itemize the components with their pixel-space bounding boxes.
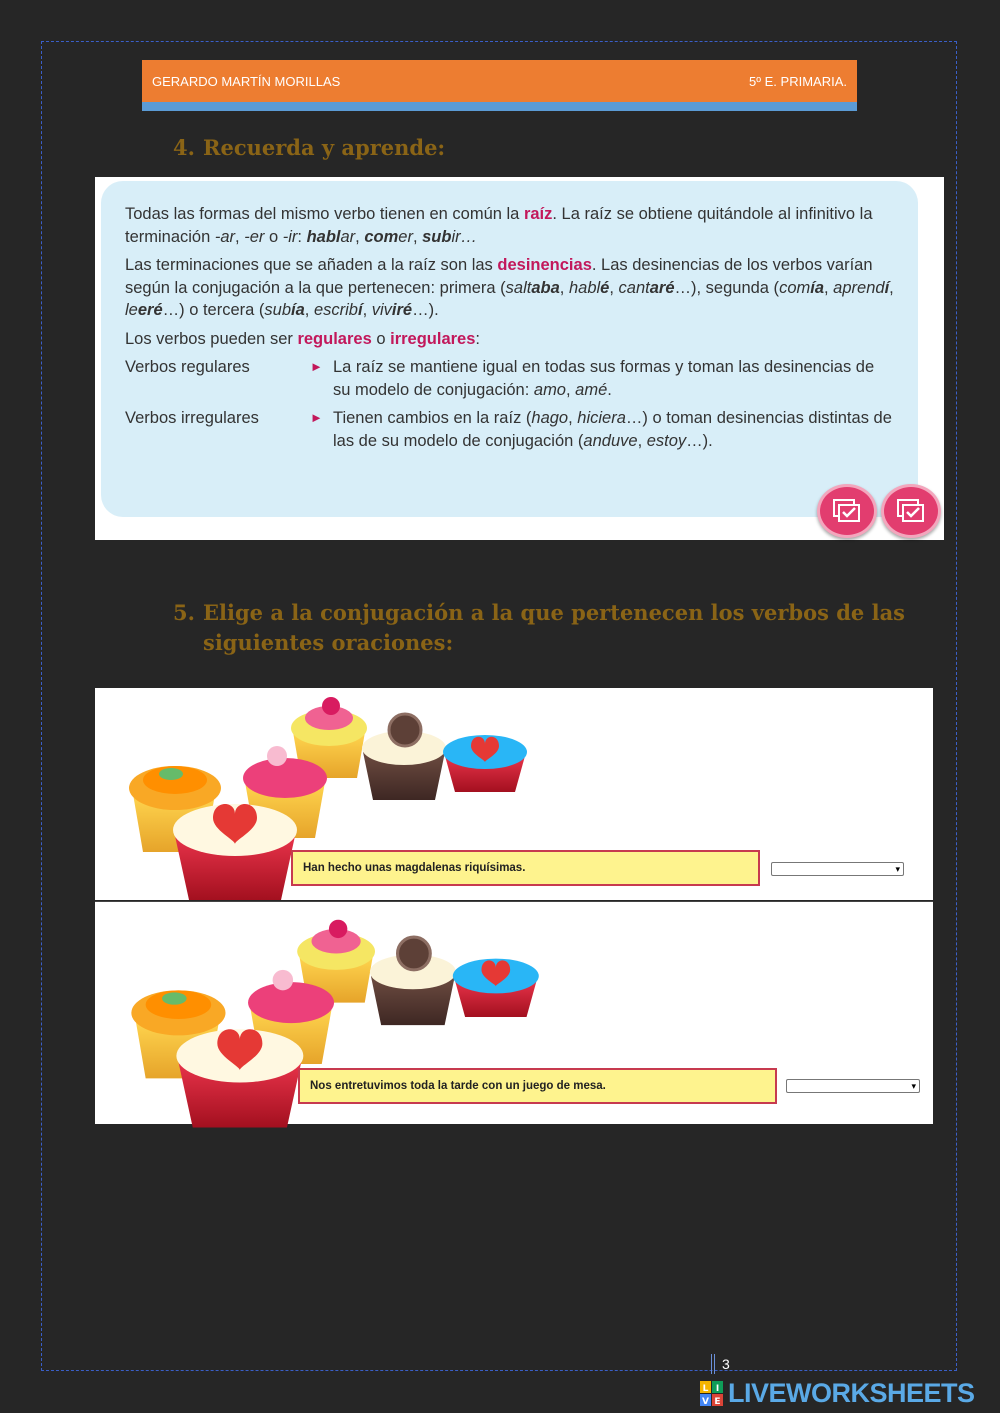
header-author: GERARDO MARTÍN MORILLAS (152, 73, 341, 89)
regular-verbs-row (125, 356, 894, 401)
check-activity-button[interactable] (817, 484, 877, 538)
regular-verbs-label: Verbos regulares (125, 358, 250, 376)
page-number-rule (711, 1354, 712, 1374)
regular-verbs-description: La raíz se mantiene igual en todas sus formas y toman las desinencias de su modelo de conjugación: amo, amé. (333, 358, 875, 399)
check-activity-button-2[interactable] (881, 484, 941, 538)
irregular-verbs-label: Verbos irregulares (125, 409, 259, 427)
section-5-number: 5. (173, 600, 195, 625)
page-header (142, 60, 857, 102)
grammar-info-box (101, 181, 918, 517)
sentence-box-2: Nos entretuvimos toda la tarde con un juego de mesa. (298, 1068, 777, 1104)
arrow-icon: ► (310, 359, 323, 374)
info-paragraph-desinencias: Las terminaciones que se añaden a la raíz son las desinencias. Las desinencias de los verbos varían según la conjugación a la que pertenecen: primera (saltaba, hablé, cantaré…), segunda (comía, aprendí, leeré…) o tercera (subía, escribí, viviré…). (125, 256, 894, 319)
section-5-line-2: siguientes oraciones: (203, 630, 454, 655)
chevron-down-icon: ▾ (895, 863, 900, 874)
conjugation-select-2[interactable] (786, 1079, 920, 1093)
brand-name: LIVEWORKSHEETS (728, 1378, 975, 1408)
logo-letter-l: L (702, 1383, 709, 1394)
conjugation-select-1[interactable] (771, 862, 904, 876)
irregular-verbs-description: Tienen cambios en la raíz (hago, hiciera…) o toman desinencias distintas de las de su modelo de conjugación (anduve, estoy…). (333, 409, 892, 450)
section-4-text: Recuerda y aprende: (203, 135, 446, 160)
header-grade: 5º E. PRIMARIA. (749, 73, 847, 89)
section-4-title (173, 133, 445, 163)
info-paragraph-raiz: Todas las formas del mismo verbo tienen en común la raíz. La raíz se obtiene quitándole al infinitivo la terminación -ar, -er o -ir: hablar, comer, subir… (125, 205, 873, 246)
liveworksheets-logo[interactable] (700, 1378, 975, 1409)
logo-letter-i: I (715, 1383, 720, 1394)
checklist-icon (896, 498, 926, 524)
info-paragraph-tipos: Los verbos pueden ser regulares o irregulares: (125, 329, 480, 348)
exercise-panel-1 (95, 688, 933, 900)
page-number-rule (714, 1354, 715, 1374)
section-5-line-1: Elige a la conjugación a la que pertenecen los verbos de las (203, 600, 905, 625)
chevron-down-icon: ▾ (911, 1080, 916, 1091)
logo-letter-e: E (714, 1396, 721, 1407)
arrow-icon: ► (310, 410, 323, 425)
exercise-panel-2 (95, 902, 933, 1124)
section-5-title (173, 598, 905, 658)
header-accent-bar (142, 102, 857, 111)
logo-letter-v: V (702, 1396, 709, 1407)
liveworksheets-logo-icon (700, 1381, 724, 1407)
sentence-box-1: Han hecho unas magdalenas riquísimas. (291, 850, 760, 886)
section-4-number: 4. (173, 135, 195, 160)
checklist-icon (832, 498, 862, 524)
irregular-verbs-row (125, 407, 894, 452)
grammar-info-card (95, 177, 944, 540)
page-number: 3 (722, 1356, 730, 1372)
